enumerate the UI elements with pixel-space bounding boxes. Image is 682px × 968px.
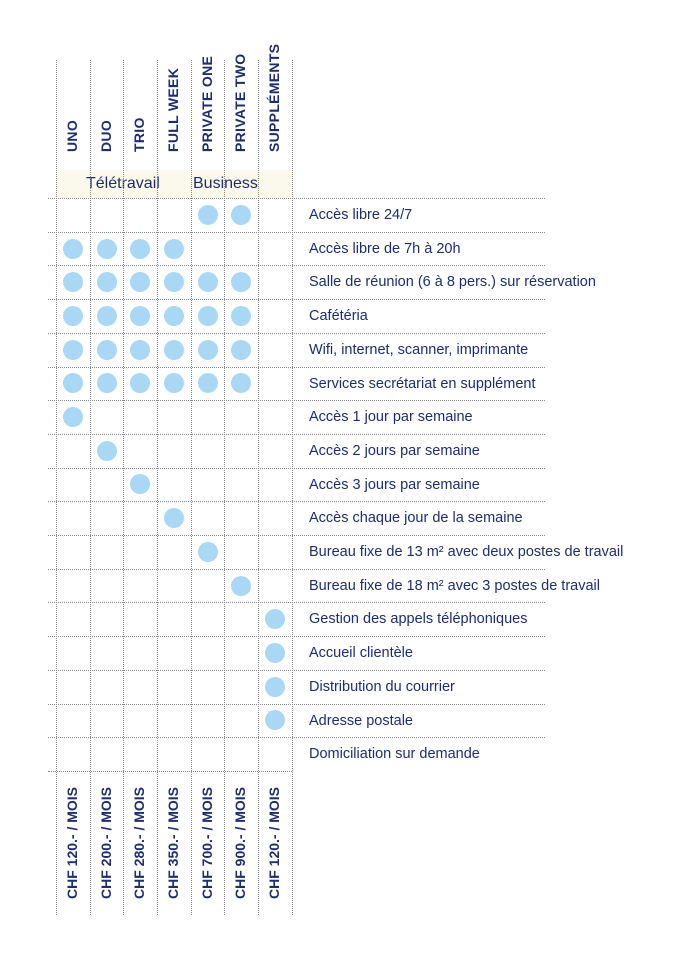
availability-dot bbox=[265, 710, 285, 730]
availability-dot bbox=[198, 205, 218, 225]
availability-dot bbox=[231, 576, 251, 596]
column-header bbox=[90, 60, 122, 168]
price-label-cell bbox=[258, 775, 290, 915]
column-header-label: DUO bbox=[98, 119, 114, 152]
grid-hline bbox=[48, 468, 545, 469]
feature-label: Accès 2 jours par semaine bbox=[309, 443, 480, 459]
price-label: CHF 120.- / MOIS bbox=[266, 786, 282, 899]
price-label: CHF 280.- / MOIS bbox=[131, 786, 147, 899]
availability-dot bbox=[231, 205, 251, 225]
column-header-label: FULL WEEK bbox=[165, 67, 181, 152]
grid-hline bbox=[48, 636, 545, 637]
availability-dot bbox=[97, 272, 117, 292]
availability-dot bbox=[130, 340, 150, 360]
group-label: Télétravail bbox=[86, 175, 160, 192]
feature-label: Wifi, internet, scanner, imprimante bbox=[309, 342, 529, 358]
availability-dot bbox=[130, 272, 150, 292]
group-label: Business bbox=[193, 175, 258, 192]
availability-dot bbox=[231, 373, 251, 393]
grid-vline bbox=[292, 60, 293, 915]
availability-dot bbox=[198, 340, 218, 360]
availability-dot bbox=[231, 340, 251, 360]
availability-dot bbox=[164, 239, 184, 259]
grid-hline bbox=[48, 198, 545, 199]
column-header-label: SUPPLÉMENTS bbox=[266, 43, 282, 152]
availability-dot bbox=[63, 373, 83, 393]
feature-label: Distribution du courrier bbox=[309, 679, 455, 695]
feature-label: Accès libre 24/7 bbox=[309, 207, 413, 223]
availability-dot bbox=[265, 609, 285, 629]
grid-hline bbox=[48, 501, 545, 502]
availability-dot bbox=[97, 239, 117, 259]
feature-label: Gestion des appels téléphoniques bbox=[309, 611, 528, 627]
grid-hline bbox=[48, 232, 545, 233]
availability-dot bbox=[63, 306, 83, 326]
column-header-label: PRIVATE ONE bbox=[199, 55, 215, 152]
grid-hline bbox=[48, 535, 545, 536]
column-header bbox=[123, 60, 155, 168]
availability-dot bbox=[198, 373, 218, 393]
availability-dot bbox=[231, 306, 251, 326]
grid-hline bbox=[48, 333, 545, 334]
grid-hline bbox=[48, 299, 545, 300]
column-header bbox=[258, 43, 290, 168]
grid-hline bbox=[48, 670, 545, 671]
feature-label: Cafétéria bbox=[309, 308, 368, 324]
price-label-cell bbox=[157, 775, 189, 915]
availability-dot bbox=[265, 643, 285, 663]
price-label-cell bbox=[224, 775, 256, 915]
availability-dot bbox=[97, 340, 117, 360]
grid-hline bbox=[48, 602, 545, 603]
grid-hline bbox=[48, 737, 545, 738]
availability-dot bbox=[164, 508, 184, 528]
grid-hline bbox=[48, 265, 545, 266]
grid-hline bbox=[48, 771, 292, 772]
availability-dot bbox=[97, 441, 117, 461]
price-label: CHF 120.- / MOIS bbox=[64, 786, 80, 899]
availability-dot bbox=[63, 340, 83, 360]
availability-dot bbox=[198, 542, 218, 562]
grid-hline bbox=[48, 367, 545, 368]
availability-dot bbox=[164, 306, 184, 326]
availability-dot bbox=[265, 677, 285, 697]
price-label-cell bbox=[123, 775, 155, 915]
price-label: CHF 200.- / MOIS bbox=[98, 786, 114, 899]
availability-dot bbox=[63, 272, 83, 292]
grid-hline bbox=[48, 704, 545, 705]
availability-dot bbox=[198, 306, 218, 326]
column-header bbox=[157, 60, 189, 168]
price-label-cell bbox=[191, 775, 223, 915]
availability-dot bbox=[164, 272, 184, 292]
feature-label: Adresse postale bbox=[309, 713, 413, 729]
grid-hline bbox=[48, 400, 545, 401]
feature-label: Bureau fixe de 18 m² avec 3 postes de travail bbox=[309, 578, 600, 594]
availability-dot bbox=[130, 306, 150, 326]
feature-label: Bureau fixe de 13 m² avec deux postes de travail bbox=[309, 544, 624, 560]
availability-dot bbox=[63, 407, 83, 427]
availability-dot bbox=[164, 340, 184, 360]
column-header-label: UNO bbox=[64, 119, 80, 152]
availability-dot bbox=[130, 474, 150, 494]
grid-hline bbox=[48, 569, 545, 570]
feature-label: Accès 1 jour par semaine bbox=[309, 409, 473, 425]
feature-label: Accueil clientèle bbox=[309, 645, 413, 661]
feature-label: Services secrétariat en supplément bbox=[309, 376, 536, 392]
availability-dot bbox=[97, 373, 117, 393]
availability-dot bbox=[130, 239, 150, 259]
price-label: CHF 900.- / MOIS bbox=[232, 786, 248, 899]
availability-dot bbox=[231, 272, 251, 292]
price-label: CHF 700.- / MOIS bbox=[199, 786, 215, 899]
feature-label: Accès chaque jour de la semaine bbox=[309, 510, 523, 526]
feature-label: Domiciliation sur demande bbox=[309, 746, 480, 762]
column-header bbox=[191, 55, 223, 168]
price-label: CHF 350.- / MOIS bbox=[165, 786, 181, 899]
availability-dot bbox=[63, 239, 83, 259]
column-header-label: TRIO bbox=[131, 117, 147, 152]
price-label-cell bbox=[56, 775, 88, 915]
feature-label: Accès 3 jours par semaine bbox=[309, 477, 480, 493]
feature-label: Accès libre de 7h à 20h bbox=[309, 241, 461, 257]
column-header bbox=[56, 60, 88, 168]
price-label-cell bbox=[90, 775, 122, 915]
feature-label: Salle de réunion (6 à 8 pers.) sur réservation bbox=[309, 274, 596, 290]
availability-dot bbox=[164, 373, 184, 393]
column-header-label: PRIVATE TWO bbox=[232, 53, 248, 152]
availability-dot bbox=[97, 306, 117, 326]
availability-dot bbox=[198, 272, 218, 292]
column-header bbox=[224, 53, 256, 168]
grid-hline bbox=[48, 434, 545, 435]
availability-dot bbox=[130, 373, 150, 393]
